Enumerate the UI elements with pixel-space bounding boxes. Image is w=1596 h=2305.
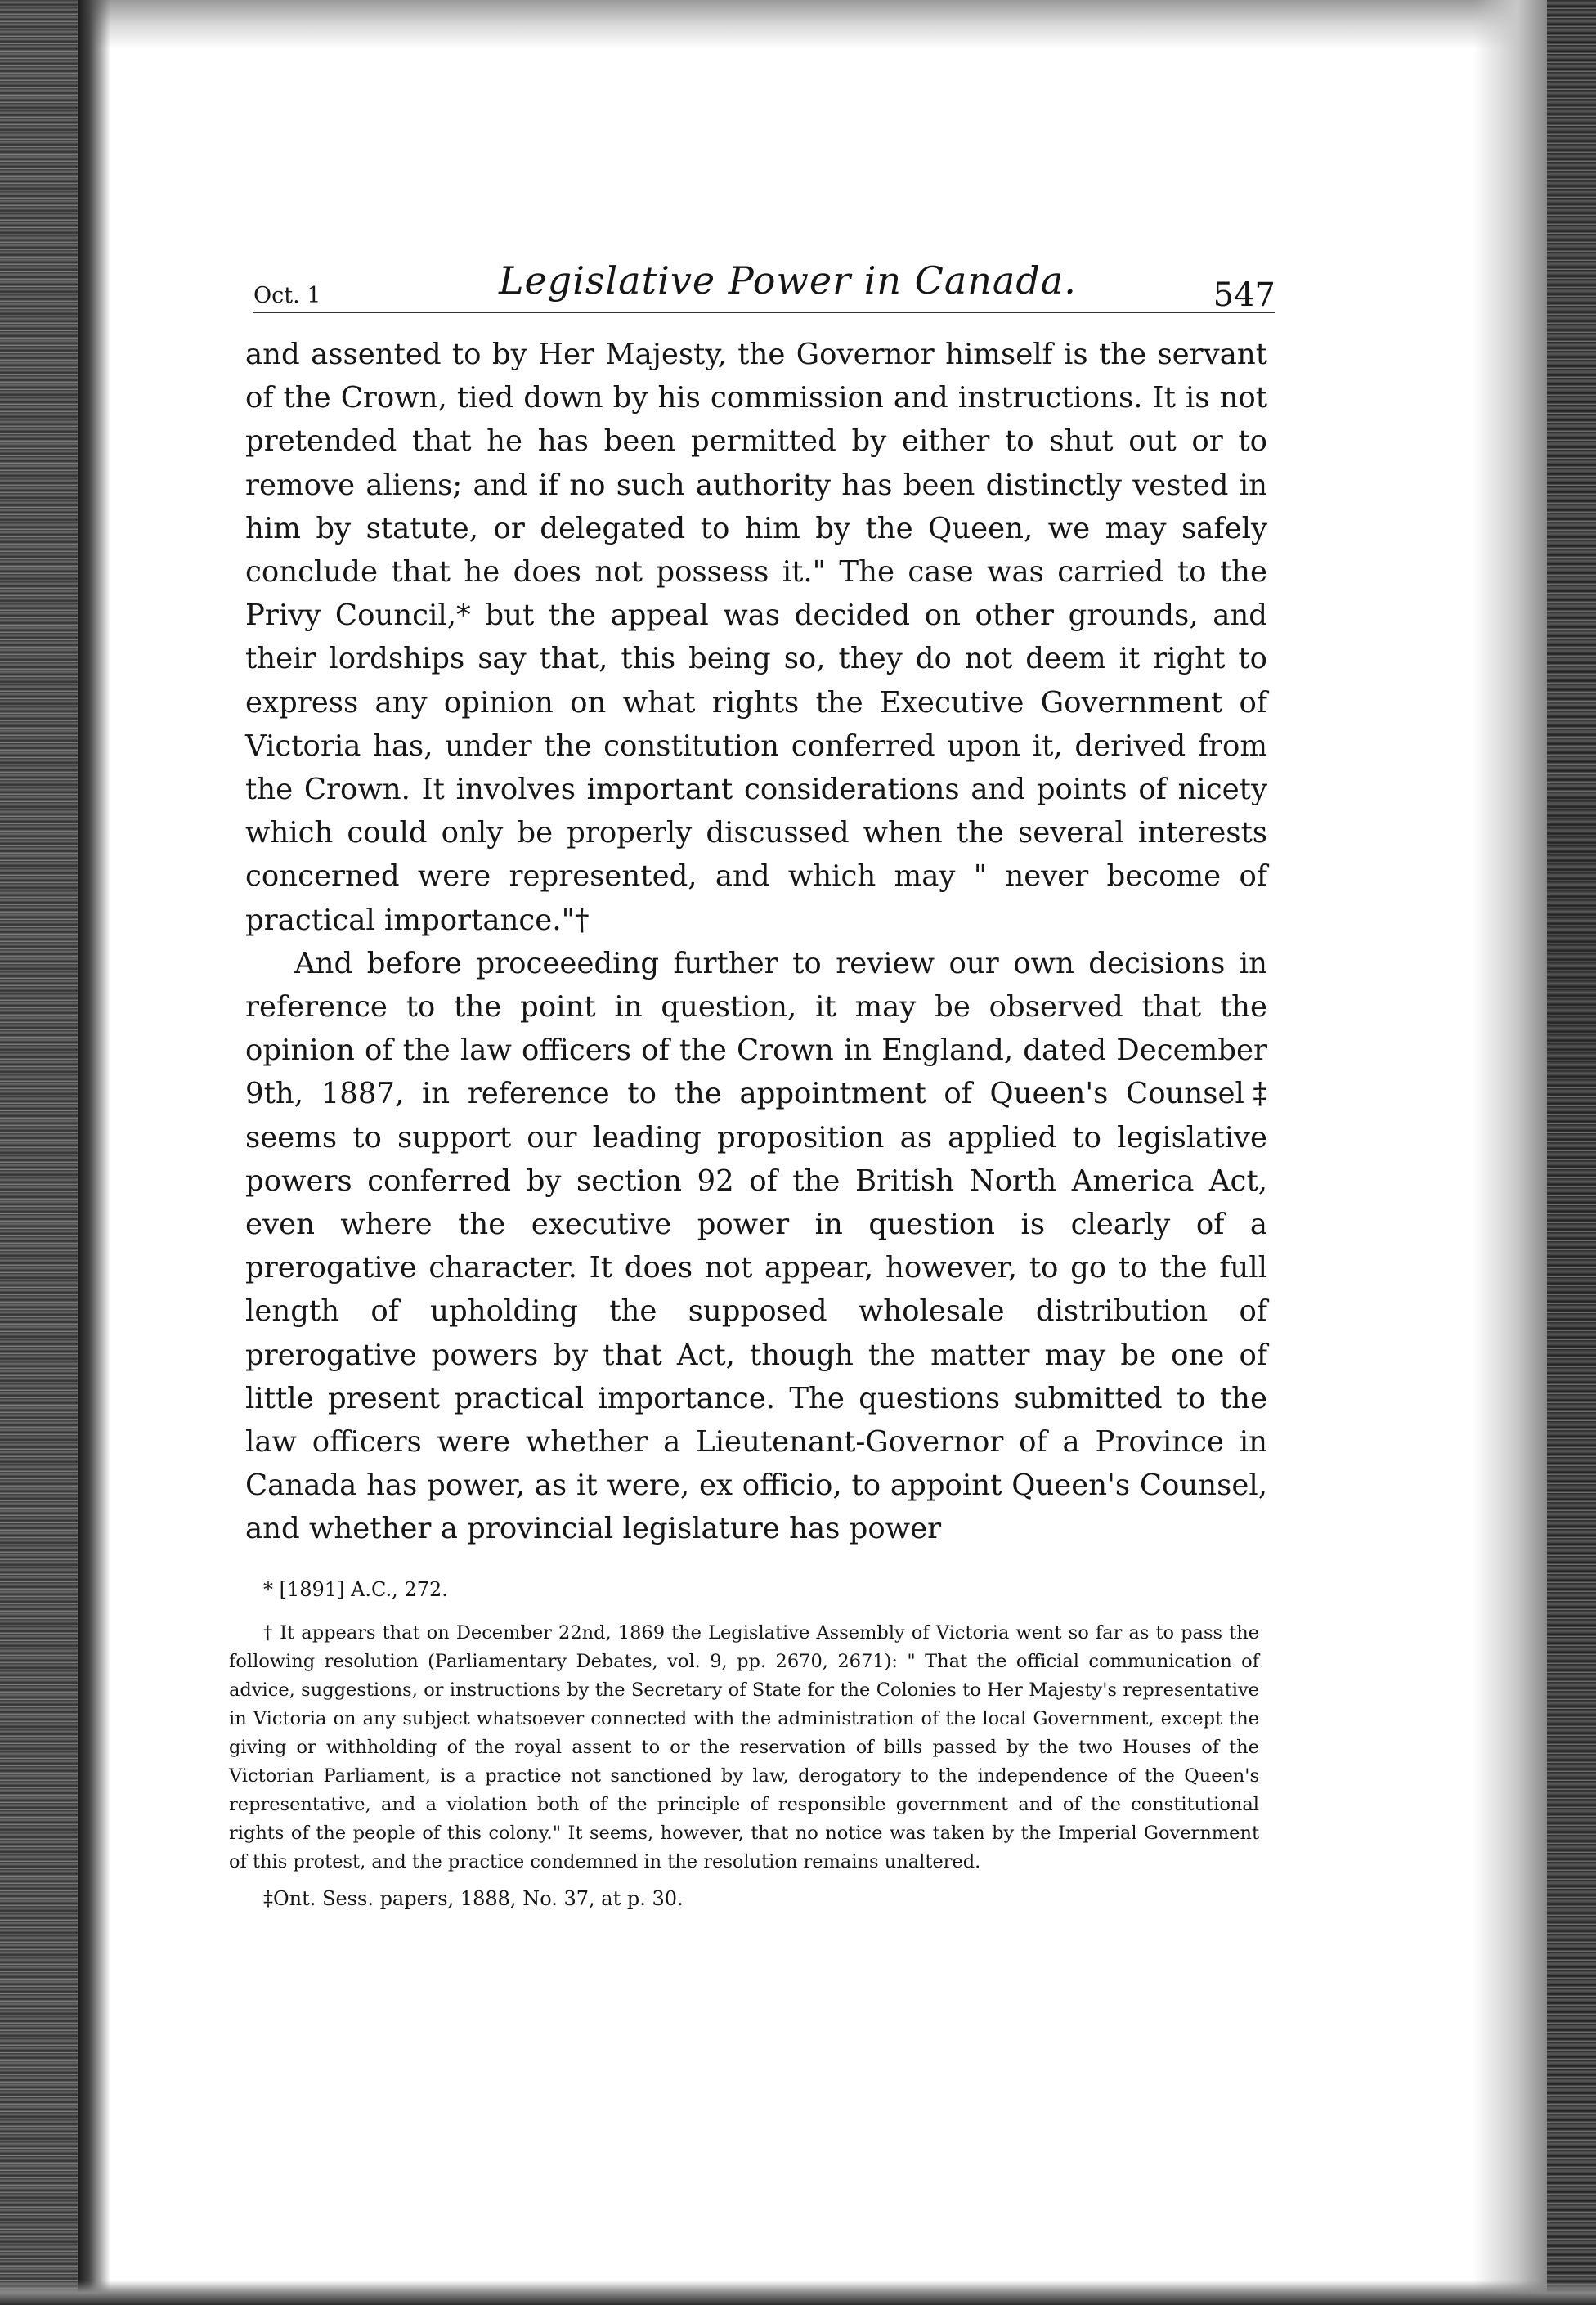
footnote-star: * [1891] A.C., 272. <box>263 1578 448 1601</box>
footnote-dagger: † It appears that on December 22nd, 1869 the Legislative Assembly of Victoria went so far as to pass the following resolution (Parliamentary Debates, vol. 9, pp. 2670, 2671): " That the official communication of advice, suggestions, or instructions by the Secretary of State for the Colonies to Her Majesty's representative in Victoria on any subject whatsoever connected with the administration of the local Government, except the giving or withholding of the royal assent to or the reservation of bills passed by the two Houses of the Victorian Parliament, is a practice not sanctioned by law, derogatory to the independence of the Queen's representative, and a violation both of the principle of responsible government and of the constitutional rights of the people of this colony." It seems, however, that no notice was taken by the Imperial Government of this protest, and the practice condemned in the resolution remains unaltered. <box>229 1622 1259 1872</box>
footnote-double-dagger: ‡Ont. Sess. papers, 1888, No. 37, at p. 30. <box>263 1887 684 1910</box>
header-rule <box>253 312 1275 313</box>
scan-bottom-edge <box>0 2280 1596 2305</box>
scan-right-edge <box>1547 0 1596 2305</box>
scan-gutter-shadow <box>78 0 110 2305</box>
running-head <box>253 258 1275 316</box>
page-number: 547 <box>1213 276 1275 314</box>
header-date: Oct. 1 <box>253 283 321 308</box>
body-text <box>245 333 1267 1551</box>
paragraph: And before proceeeding further to review our own decisions in reference to the point in question, it may be observed that the opinion of the law officers of the Crown in England, dated December 9th, 1887, in reference to the appointment of Queen's Counsel‡ seems to support our leading proposition as applied to legislative powers conferred by section 92 of the British North America Act, even where the executive power in question is clearly of a prerogative character. It does not appear, however, to go to the full length of upholding the supposed wholesale distribution of prerogative powers by that Act, though the matter may be one of little present practical importance. The questions submitted to the law officers were whether a Lieutenant-Governor of a Province in Canada has power, as it were, ex officio, to appoint Queen's Counsel, and whether a provincial legislature has power <box>245 946 1267 1546</box>
footnotes <box>229 1576 1259 1920</box>
scan-right-shadow <box>1473 0 1547 2305</box>
paragraph-continued: and assented to by Her Majesty, the Governor himself is the servant of the Crown, tied down by his commission and instructions. It is not pretended that he has been permitted by either to shut out or to remove aliens; and if no such authority has been distinctly vested in him by statute, or delegated to him by the Queen, we may safely conclude that he does not possess it." The case was carried to the Privy Council,* but the appeal was decided on other grounds, and their lordships say that, this being so, they do not deem it right to express any opinion on what rights the Executive Government of Victoria has, under the constitution conferred upon it, derived from the Crown. It involves important considerations and points of nicety which could only be properly discussed when the several interests concerned were represented, and which may " never become of practical importance."† <box>245 338 1267 937</box>
scan-left-edge <box>0 0 78 2305</box>
scan-top-edge <box>0 0 1596 49</box>
header-title: Legislative Power in Canada. <box>499 258 1077 303</box>
